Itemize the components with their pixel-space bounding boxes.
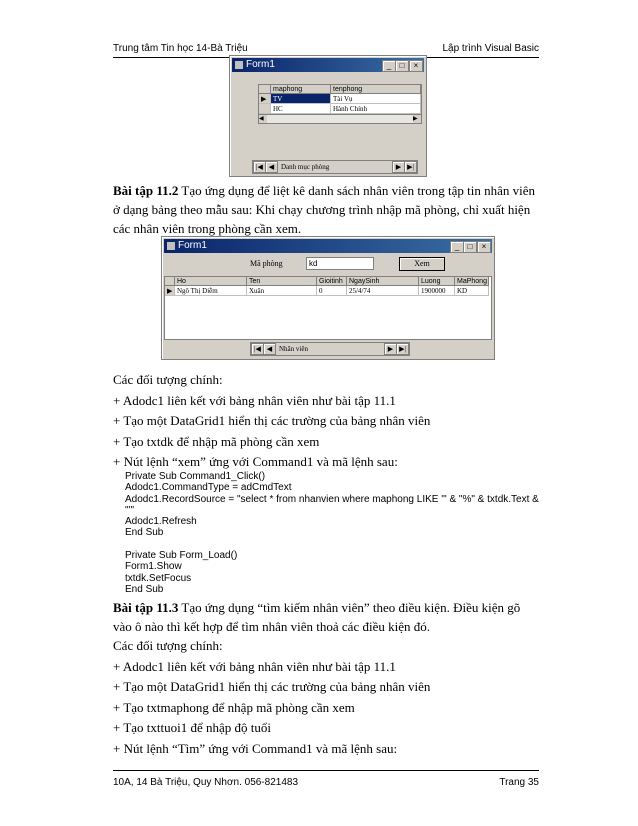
first-record-icon[interactable]: |◀ [251, 343, 264, 355]
row-header-corner [165, 277, 175, 286]
first-record-icon[interactable]: |◀ [253, 161, 266, 173]
form1-window-a [229, 55, 427, 177]
code-line: Private Sub Form_Load() [125, 550, 238, 562]
exercise-label: Bài tập 11.2 [113, 183, 179, 198]
column-header[interactable]: maphong [271, 85, 331, 94]
text-line: + Adodc1 liên kết với bảng nhân viên như bài tập 11.1 [113, 658, 396, 674]
cell[interactable]: HC [271, 104, 331, 114]
adodc-caption: Danh mục phòng [281, 163, 330, 171]
window-title: Form1 [178, 240, 207, 251]
txtdk-input[interactable]: kd [306, 257, 374, 270]
cell[interactable]: Hành Chính [331, 104, 421, 114]
form1-window-b [161, 236, 495, 360]
text-line: + Nút lệnh “Tìm” ứng với Command1 và mã lệnh sau: [113, 740, 398, 756]
column-header[interactable]: NgaySinh [347, 277, 419, 286]
cell[interactable]: TV [271, 94, 331, 104]
footer-left: 10A, 14 Bà Triệu, Quy Nhơn. 056-821483 [113, 777, 299, 788]
cell[interactable]: KD [455, 286, 489, 296]
column-header[interactable]: Gioitinh [317, 277, 347, 286]
text-line: + Tạo txtdk để nhập mã phòng cần xem [113, 433, 320, 449]
cell[interactable]: Xuân [247, 286, 317, 296]
scroll-left-icon[interactable]: ◀ [259, 115, 267, 123]
horizontal-scrollbar[interactable] [259, 114, 421, 123]
column-header[interactable]: tenphong [331, 85, 421, 94]
page-number: Trang 35 [499, 777, 539, 788]
close-icon[interactable]: × [477, 241, 491, 253]
next-record-icon[interactable]: ▶ [384, 343, 397, 355]
code-line: Form1.Show [125, 561, 182, 573]
code-line: Adodc1.CommandType = adCmdText [125, 482, 292, 494]
datagrid[interactable] [164, 276, 492, 340]
code-line: Private Sub Command1_Click() [125, 471, 266, 482]
next-record-icon[interactable]: ▶ [392, 161, 405, 173]
text-line: + Tạo txtmaphong để nhập mã phòng cần xem [113, 699, 355, 715]
code-line: "'" [125, 504, 135, 516]
datagrid[interactable] [258, 84, 422, 124]
code-line [125, 539, 539, 550]
row-header-corner [259, 85, 271, 94]
maximize-icon[interactable]: □ [395, 60, 409, 72]
cell[interactable]: Ngô Thị Diễm [175, 286, 247, 296]
page-footer [113, 770, 539, 791]
objects-list-2 [113, 636, 539, 759]
text-line: + Tạo một DataGrid1 hiển thị các trường của bảng nhân viên [113, 679, 431, 694]
code-line: Adodc1.Refresh [125, 516, 197, 528]
exercise-label: Bài tập 11.3 [113, 600, 179, 615]
text-line: Các đối tượng chính: [113, 638, 223, 653]
text-line: + Adodc1 liên kết với bảng nhân viên như bài tập 11.1 [113, 392, 396, 408]
title-bar [232, 58, 424, 72]
column-header[interactable]: Ten [247, 277, 317, 286]
minimize-icon[interactable]: _ [450, 241, 464, 253]
prev-record-icon[interactable]: ◀ [265, 161, 278, 173]
text-line: Các đối tượng chính: [113, 372, 223, 387]
cell[interactable]: 0 [317, 286, 347, 296]
adodc-navigator[interactable] [250, 342, 410, 356]
code-block [125, 471, 539, 595]
cell[interactable]: 25/4/74 [347, 286, 419, 296]
xem-button[interactable]: Xem [399, 257, 445, 271]
row-selector[interactable] [259, 104, 271, 114]
maximize-icon[interactable]: □ [463, 241, 477, 253]
text-line: + Tạo txttuoi1 để nhập độ tuổi [113, 720, 272, 735]
exercise-11-2 [113, 181, 539, 238]
objects-list-1 [113, 370, 539, 473]
close-icon[interactable]: × [409, 60, 423, 72]
exercise-text: Tạo ứng dụng để liệt kê danh sách nhân viên trong tập tin nhân viên ở dạng bảng theo mẫu sau: Khi chạy chương trình nhập mã phòng, chỉ xuất hiện các nhân viên trong phòng cần xem. [113, 183, 536, 236]
adodc-navigator[interactable] [252, 160, 418, 174]
form-icon [167, 242, 175, 250]
last-record-icon[interactable]: ▶| [396, 343, 409, 355]
title-bar [164, 239, 492, 253]
minimize-icon[interactable]: _ [382, 60, 396, 72]
exercise-11-3 [113, 598, 539, 636]
code-line: End Sub [125, 527, 164, 539]
code-line: txtdk.SetFocus [125, 572, 192, 584]
last-record-icon[interactable]: ▶| [404, 161, 417, 173]
scroll-right-icon[interactable]: ▶ [413, 115, 421, 123]
text-line: + Tạo một DataGrid1 hiển thị các trường của bảng nhân viên [113, 413, 431, 428]
exercise-text: Tạo ứng dụng “tìm kiếm nhân viên” theo điều kiện. Điều kiện gõ vào ô nào thì kết hợp để tìm nhân viên thoả các điều kiện đó. [113, 600, 521, 634]
column-header[interactable]: MaPhong [455, 277, 489, 286]
column-header[interactable]: Luong [419, 277, 455, 286]
cell[interactable]: Tài Vụ [331, 94, 421, 104]
adodc-caption: Nhân viên [279, 345, 308, 353]
code-line: End Sub [125, 583, 164, 595]
text-line: + Nút lệnh “xem” ứng với Command1 và mã lệnh sau: [113, 454, 398, 469]
header-right: Lập trình Visual Basic [442, 43, 539, 54]
row-selector[interactable]: ▶ [259, 94, 271, 104]
prev-record-icon[interactable]: ◀ [263, 343, 276, 355]
column-header[interactable]: Ho [175, 277, 247, 286]
cell[interactable]: 1900000 [419, 286, 455, 296]
header-left: Trung tâm Tin học 14-Bà Triệu [113, 43, 248, 54]
maphong-label: Mã phòng [250, 259, 283, 268]
code-line: Adodc1.RecordSource = "select * from nhanvien where maphong LIKE '" & "%" & txtdk.Text & [125, 493, 539, 505]
window-title: Form1 [246, 59, 275, 70]
row-selector[interactable]: ▶ [165, 286, 175, 296]
form-icon [235, 61, 243, 69]
